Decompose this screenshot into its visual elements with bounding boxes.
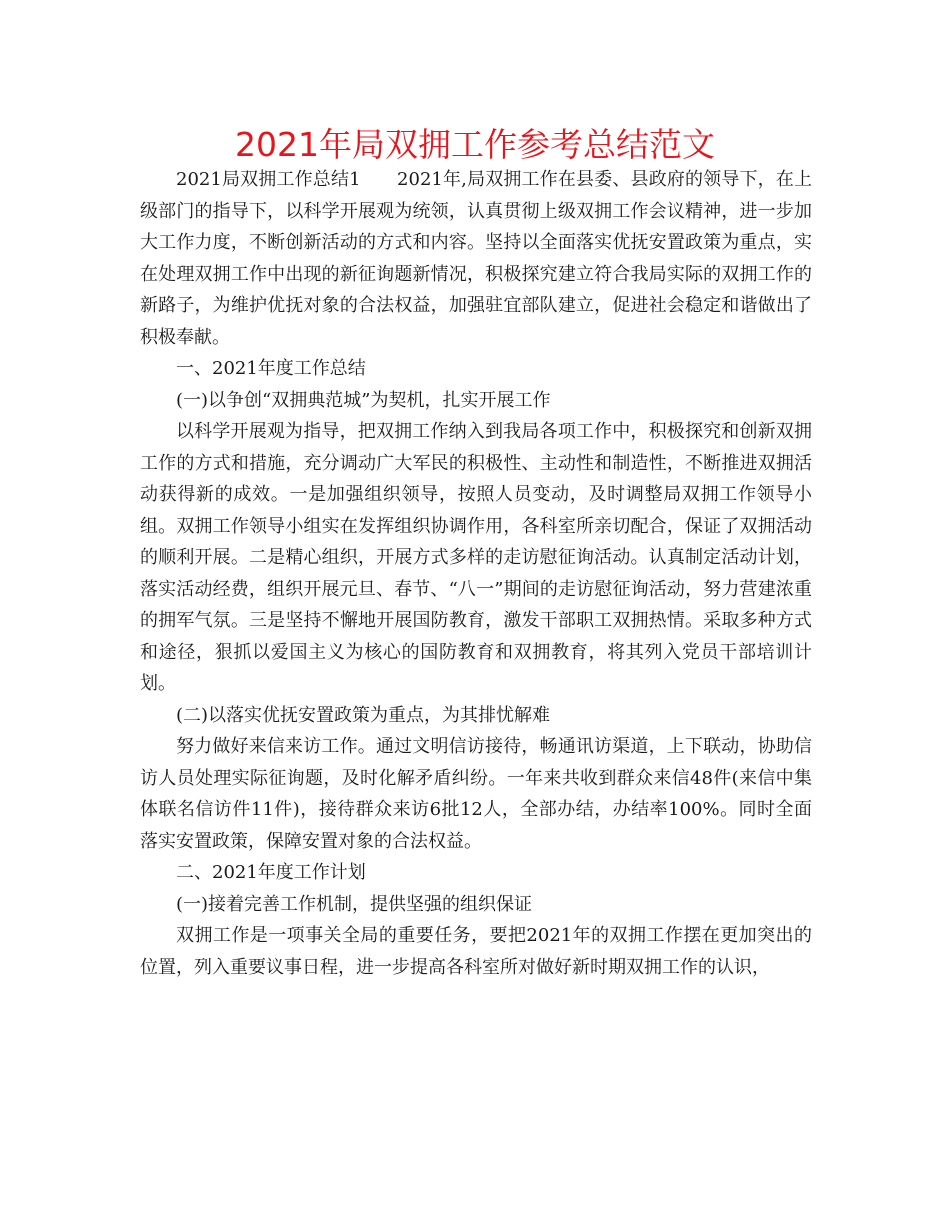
paragraph-2-1: 双拥工作是一项事关全局的重要任务，要把2021年的双拥工作摆在更加突出的位置，列入重要议事日程，进一步提高各科室所对做好新时期双拥工作的认识， [140, 925, 812, 978]
paragraph-intro: 2021局双拥工作总结1 2021年,局双拥工作在县委、县政府的领导下，在上级部门的指导下，以科学开展观为统领，认真贯彻上级双拥工作会议精神，进一步加大工作力度，不断创新活动的方式和内容。坚持以全面落实优抚安置政策为重点，实在处理双拥工作中出现的新征询题新情况，积极探究建立符合我局实际的双拥工作的新路子，为维护优抚对象的合法权益，加强驻宜部队建立，促进社会稳定和谐做出了积极奉献。 [140, 169, 812, 348]
subsection-heading-1-1: (一)以争创“双拥典范城”为契机，扎实开展工作 [176, 389, 551, 411]
document-body [140, 164, 812, 983]
paragraph-1-1: 以科学开展观为指导，把双拥工作纳入到我局各项工作中，积极探究和创新双拥工作的方式和措施，充分调动广大军民的积极性、主动性和制造性，不断推进双拥活动获得新的成效。一是加强组织领导，按照人员变动，及时调整局双拥工作领导小组。双拥工作领导小组实在发挥组织协调作用，各科室所亲切配合，保证了双拥活动的顺利开展。二是精心组织，开展方式多样的走访慰征询活动。认真制定活动计划，落实活动经费，组织开展元旦、春节、“八一”期间的走访慰征询活动，努力营建浓重的拥军气氛。三是坚持不懈地开展国防教育，激发干部职工双拥热情。采取多种方式和途径，狠抓以爱国主义为核心的国防教育和双拥教育，将其列入党员干部培训计划。 [140, 421, 812, 694]
subsection-heading-1-2: (二)以落实优抚安置政策为重点，为其排忧解难 [176, 704, 551, 726]
subsection-heading-2-1: (一)接着完善工作机制，提供坚强的组织保证 [176, 893, 533, 915]
section-heading-2: 二、2021年度工作计划 [176, 862, 366, 883]
paragraph-1-2: 努力做好来信来访工作。通过文明信访接待，畅通讯访渠道，上下联动，协助信访人员处理实际征询题，及时化解矛盾纠纷。一年来共收到群众来信48件(来信中集体联名信访件11件)，接待群众来访6批12人，全部办结，办结率100%。同时全面落实安置政策，保障安置对象的合法权益。 [140, 736, 812, 852]
document-title: 2021年局双拥工作参考总结范文 [235, 125, 715, 164]
section-heading-1: 一、2021年度工作总结 [176, 358, 366, 379]
